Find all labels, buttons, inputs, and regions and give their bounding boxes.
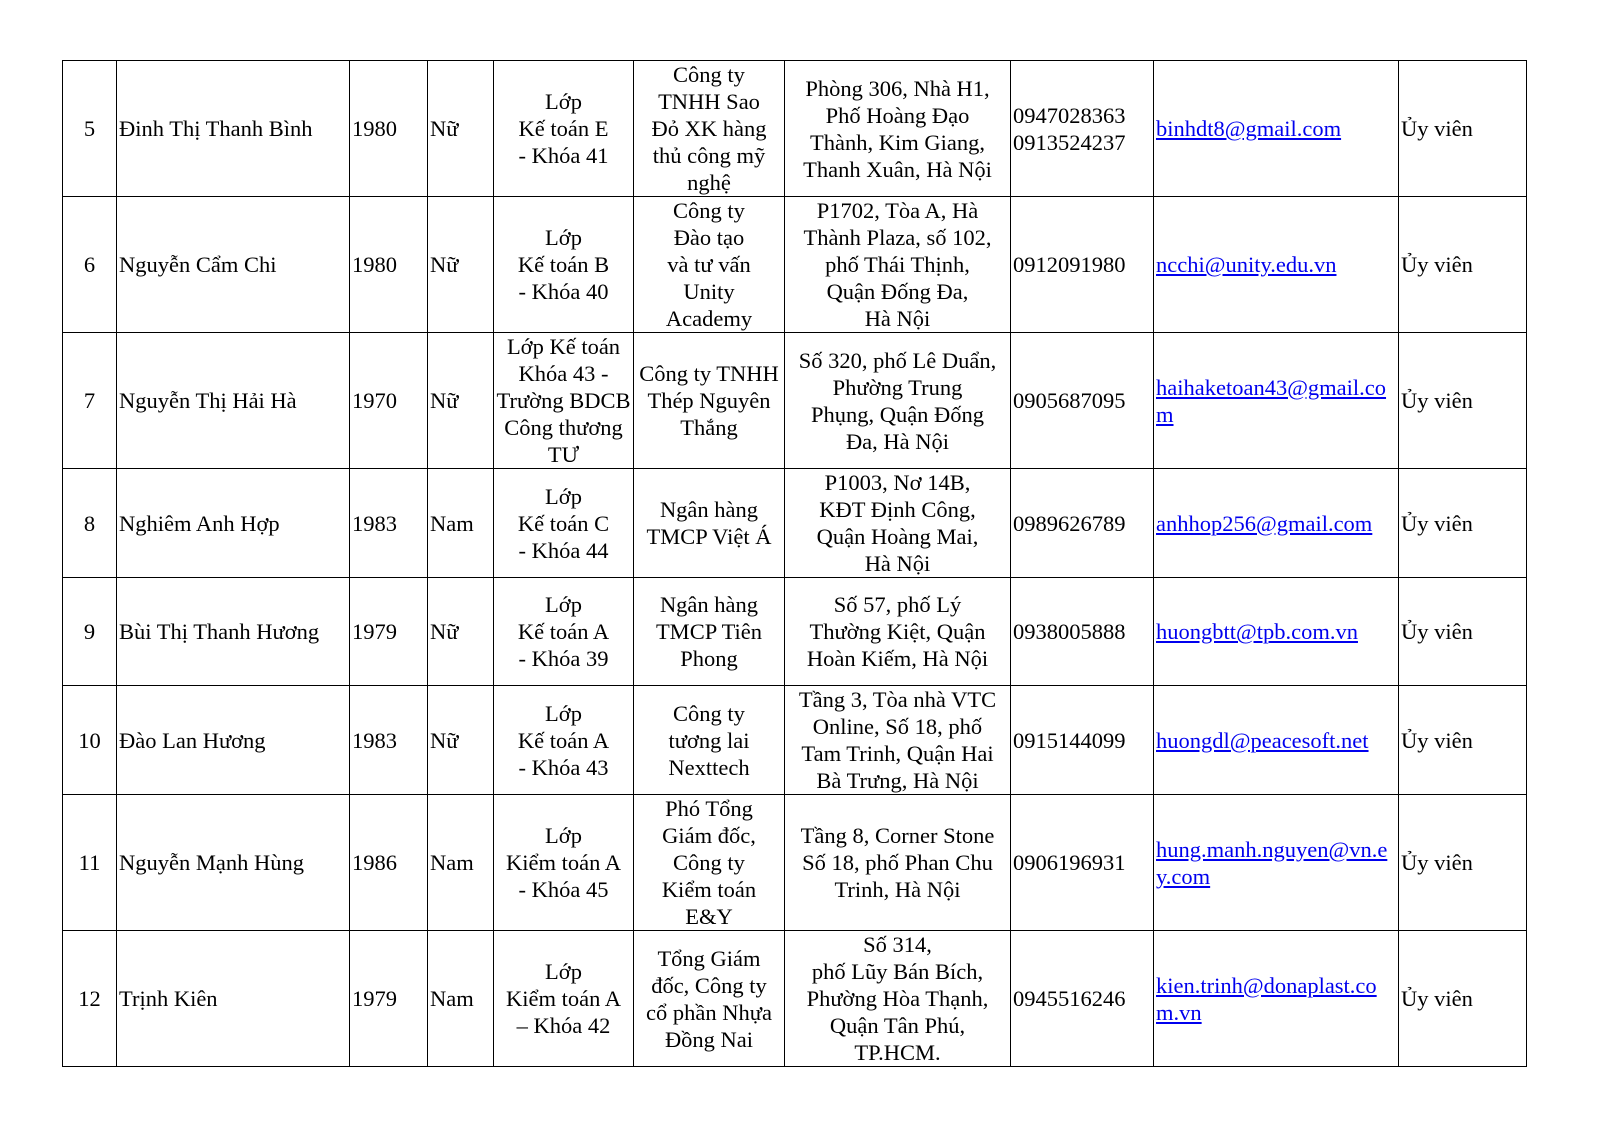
email-cell — [1154, 578, 1399, 686]
address-cell — [785, 469, 1011, 578]
address: Tầng 8, Corner Stone Số 18, phố Phan Chu Trinh, Hà Nội — [800, 823, 995, 902]
gender: Nam — [428, 931, 494, 1067]
address-cell — [785, 686, 1011, 795]
class-cell — [494, 61, 634, 197]
role: Ủy viên — [1399, 61, 1527, 197]
email-link[interactable]: anhhop256@gmail.com — [1156, 510, 1373, 536]
address-cell — [785, 61, 1011, 197]
phone-cell — [1011, 931, 1154, 1067]
address: Số 57, phố Lý Thường Kiệt, Quận Hoàn Kiếm, Hà Nội — [806, 592, 989, 671]
class-cell — [494, 686, 634, 795]
workplace: Công ty tương lai Nexttech — [668, 700, 750, 780]
birth-year: 1979 — [350, 931, 428, 1067]
email-cell — [1154, 686, 1399, 795]
email-link[interactable]: hung.manh.nguyen@vn.ey.com — [1156, 836, 1388, 889]
address-cell — [785, 197, 1011, 333]
class-cell — [494, 333, 634, 469]
email-cell — [1154, 333, 1399, 469]
workplace-cell — [634, 333, 785, 469]
class-cell — [494, 931, 634, 1067]
gender: Nam — [428, 795, 494, 931]
table-row — [63, 469, 1527, 578]
phone-cell — [1011, 61, 1154, 197]
member-name: Bùi Thị Thanh Hương — [117, 578, 350, 686]
class-cell — [494, 469, 634, 578]
member-name: Trịnh Kiên — [117, 931, 350, 1067]
workplace-cell — [634, 931, 785, 1067]
row-number: 6 — [63, 197, 117, 333]
birth-year: 1986 — [350, 795, 428, 931]
workplace-cell — [634, 795, 785, 931]
member-name: Đinh Thị Thanh Bình — [117, 61, 350, 197]
workplace: Tổng Giám đốc, Công ty cổ phần Nhựa Đồng Nai — [646, 945, 772, 1052]
member-name: Nguyễn Mạnh Hùng — [117, 795, 350, 931]
workplace-cell — [634, 197, 785, 333]
class-info: Lớp Kế toán B - Khóa 40 — [517, 225, 610, 304]
phone-number: 0912091980 — [1013, 252, 1126, 277]
class-info: Lớp Kế toán E - Khóa 41 — [518, 89, 609, 168]
workplace: Công ty Đào tạo và tư vấn Unity Academy — [665, 198, 753, 331]
member-name: Đào Lan Hương — [117, 686, 350, 795]
workplace-cell — [634, 469, 785, 578]
address: Tầng 3, Tòa nhà VTC Online, Số 18, phố Tam Trinh, Quận Hai Bà Trưng, Hà Nội — [798, 687, 997, 793]
phone-number: 0945516246 — [1013, 986, 1126, 1011]
workplace: Ngân hàng TMCP Tiên Phong — [655, 592, 763, 671]
email-link[interactable]: binhdt8@gmail.com — [1156, 116, 1342, 141]
class-info: Lớp Kiểm toán A - Khóa 45 — [506, 823, 621, 902]
birth-year: 1983 — [350, 469, 428, 578]
address-cell — [785, 333, 1011, 469]
members-table — [62, 60, 1527, 1067]
email-cell — [1154, 931, 1399, 1067]
row-number: 10 — [63, 686, 117, 795]
address: P1702, Tòa A, Hà Thành Plaza, số 102, phố Thái Thịnh, Quận Đống Đa, Hà Nội — [803, 198, 992, 331]
row-number: 8 — [63, 469, 117, 578]
row-number: 5 — [63, 61, 117, 197]
table-row — [63, 795, 1527, 931]
table-row — [63, 61, 1527, 197]
gender: Nữ — [428, 686, 494, 795]
phone-number: 0989626789 — [1013, 510, 1126, 536]
email-link[interactable]: kien.trinh@donaplast.com.vn — [1156, 972, 1377, 1025]
phone-number: 0905687095 — [1013, 388, 1126, 413]
phone-number: 0915144099 — [1013, 727, 1126, 753]
address-cell — [785, 578, 1011, 686]
gender: Nữ — [428, 578, 494, 686]
phone-number: 0938005888 — [1013, 619, 1126, 644]
address: P1003, Nơ 14B, KĐT Định Công, Quận Hoàng Mai, Hà Nội — [816, 470, 979, 576]
class-info: Lớp Kiểm toán A – Khóa 42 — [506, 959, 621, 1038]
address: Phòng 306, Nhà H1, Phố Hoàng Đạo Thành, Kim Giang, Thanh Xuân, Hà Nội — [803, 75, 992, 182]
gender: Nữ — [428, 197, 494, 333]
birth-year: 1979 — [350, 578, 428, 686]
birth-year: 1980 — [350, 197, 428, 333]
workplace: Ngân hàng TMCP Việt Á — [646, 497, 772, 549]
address-cell — [785, 931, 1011, 1067]
phone-cell — [1011, 578, 1154, 686]
table-row — [63, 686, 1527, 795]
phone-cell — [1011, 333, 1154, 469]
birth-year: 1983 — [350, 686, 428, 795]
phone-number: 0947028363 0913524237 — [1013, 102, 1126, 155]
phone-cell — [1011, 795, 1154, 931]
role: Ủy viên — [1399, 686, 1527, 795]
class-info: Lớp Kế toán Khóa 43 - Trường BDCB Công thương TƯ — [496, 334, 631, 467]
gender: Nữ — [428, 333, 494, 469]
gender: Nữ — [428, 61, 494, 197]
address: Số 320, phố Lê Duẩn, Phường Trung Phụng, Quận Đống Đa, Hà Nội — [798, 347, 997, 454]
workplace: Công ty TNHH Sao Đỏ XK hàng thủ công mỹ nghệ — [651, 62, 767, 195]
class-info: Lớp Kế toán A - Khóa 43 — [517, 700, 610, 780]
email-link[interactable]: haihaketoan43@gmail.com — [1156, 374, 1387, 427]
email-link[interactable]: huongdl@peacesoft.net — [1156, 727, 1369, 753]
email-cell — [1154, 197, 1399, 333]
role: Ủy viên — [1399, 931, 1527, 1067]
address: Số 314, phố Lũy Bán Bích, Phường Hòa Thạnh, Quận Tân Phú, TP.HCM. — [806, 932, 989, 1065]
email-cell — [1154, 795, 1399, 931]
member-name: Nguyễn Cẩm Chi — [117, 197, 350, 333]
table-row — [63, 197, 1527, 333]
row-number: 9 — [63, 578, 117, 686]
email-link[interactable]: ncchi@unity.edu.vn — [1156, 252, 1337, 277]
table-row — [63, 333, 1527, 469]
role: Ủy viên — [1399, 795, 1527, 931]
table-row — [63, 931, 1527, 1067]
email-link[interactable]: huongbtt@tpb.com.vn — [1156, 619, 1358, 644]
phone-cell — [1011, 469, 1154, 578]
role: Ủy viên — [1399, 578, 1527, 686]
class-info: Lớp Kế toán A - Khóa 39 — [517, 592, 610, 671]
member-name: Nguyễn Thị Hải Hà — [117, 333, 350, 469]
class-info: Lớp Kế toán C - Khóa 44 — [517, 483, 610, 563]
email-cell — [1154, 61, 1399, 197]
role: Ủy viên — [1399, 197, 1527, 333]
phone-cell — [1011, 197, 1154, 333]
class-cell — [494, 795, 634, 931]
row-number: 7 — [63, 333, 117, 469]
class-cell — [494, 197, 634, 333]
birth-year: 1970 — [350, 333, 428, 469]
workplace-cell — [634, 61, 785, 197]
member-name: Nghiêm Anh Hợp — [117, 469, 350, 578]
row-number: 12 — [63, 931, 117, 1067]
workplace-cell — [634, 686, 785, 795]
role: Ủy viên — [1399, 333, 1527, 469]
phone-number: 0906196931 — [1013, 850, 1126, 875]
phone-cell — [1011, 686, 1154, 795]
gender: Nam — [428, 469, 494, 578]
table-row — [63, 578, 1527, 686]
email-cell — [1154, 469, 1399, 578]
row-number: 11 — [63, 795, 117, 931]
workplace-cell — [634, 578, 785, 686]
address-cell — [785, 795, 1011, 931]
workplace: Công ty TNHH Thép Nguyên Thắng — [639, 361, 779, 440]
role: Ủy viên — [1399, 469, 1527, 578]
workplace: Phó Tổng Giám đốc, Công ty Kiểm toán E&Y — [661, 796, 757, 929]
birth-year: 1980 — [350, 61, 428, 197]
class-cell — [494, 578, 634, 686]
